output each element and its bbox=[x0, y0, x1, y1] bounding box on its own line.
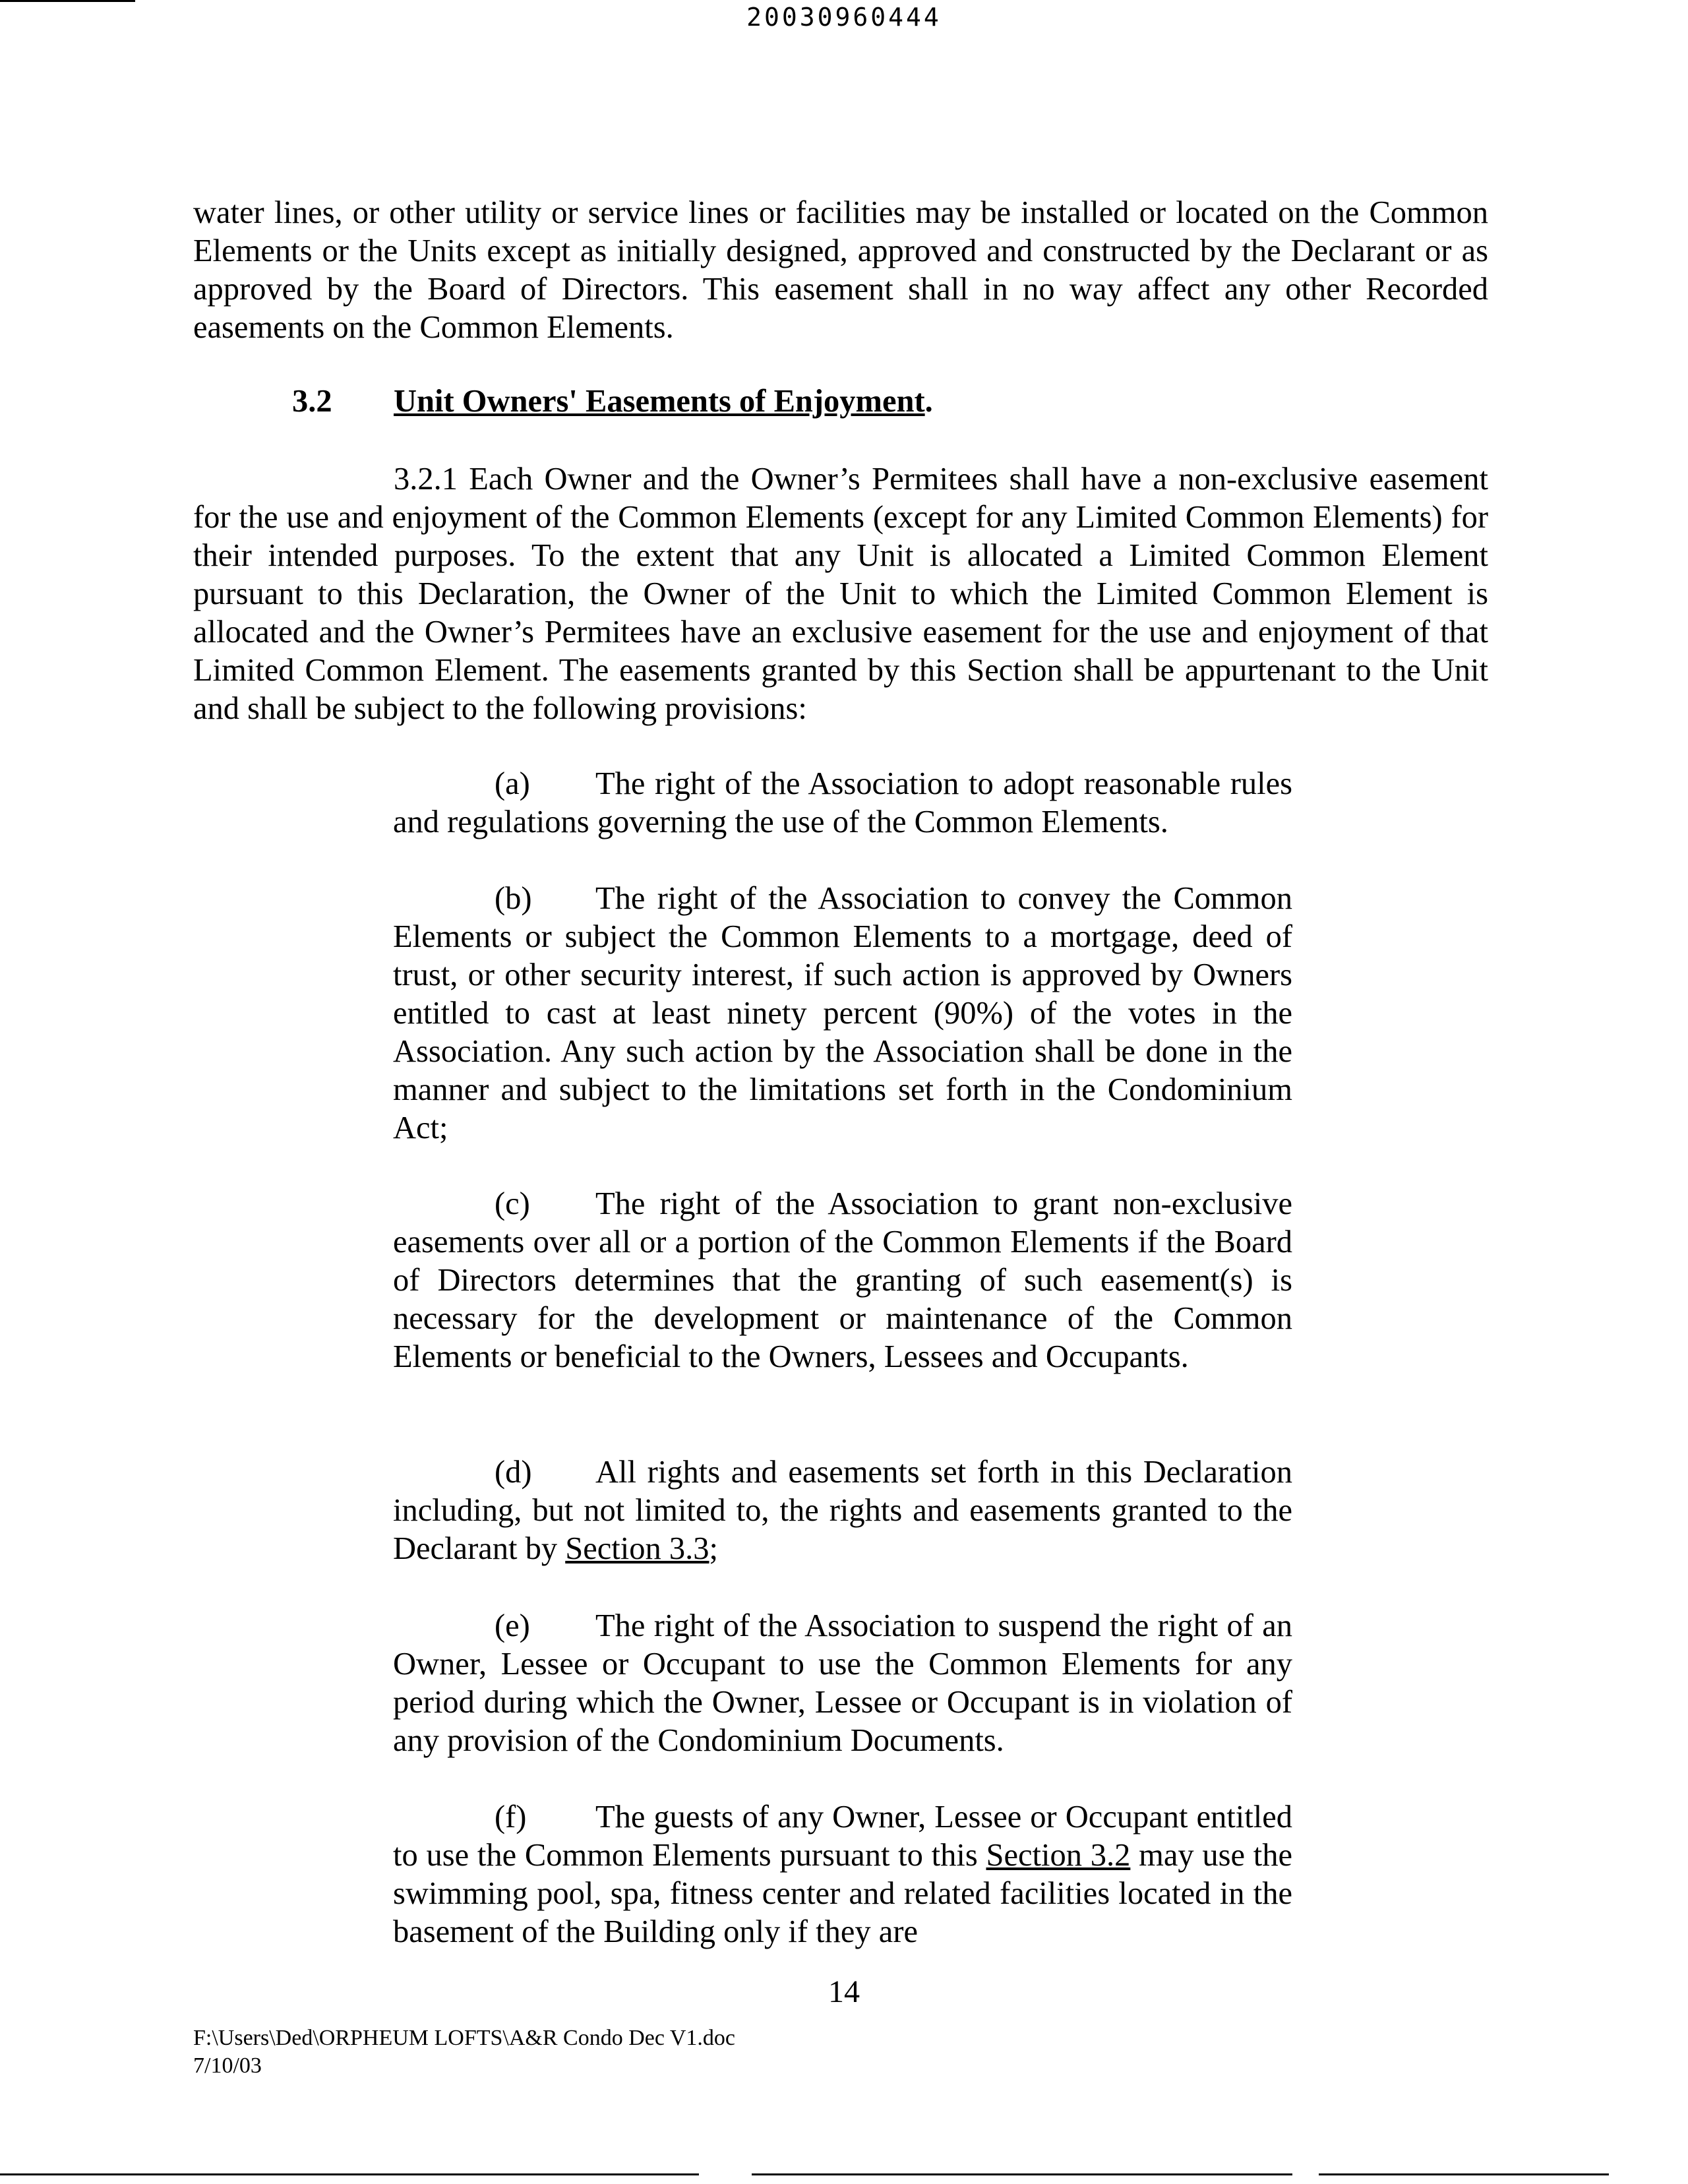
subsection-d-text-end: ; bbox=[709, 1531, 718, 1566]
subsection-c bbox=[393, 1185, 1292, 1376]
section-3-2-reference-link[interactable]: Section 3.2 bbox=[986, 1838, 1131, 1873]
subsection-c-label: (c) bbox=[495, 1186, 530, 1221]
paragraph-3-2-1: 3.2.1 Each Owner and the Owner’s Permitees shall have a non-exclusive easement for the use and enjoyment of the Common Elements (except for any Limited Common Elements) for their intended purposes. To the extent that any Unit is allocated a Limited Common Element pursuant to this Declaration, the Owner of the Unit to which the Limited Common Element is allocated and the Owner’s Permitees have an exclusive easement for the use and enjoyment of that Limited Common Element. The easements granted by this Section shall be appurtenant to the Unit and shall be subject to the following provisions: bbox=[193, 462, 1488, 726]
corner-rule bbox=[0, 0, 135, 2]
subsection-f bbox=[393, 1798, 1292, 1951]
subsection-b bbox=[393, 880, 1292, 1147]
subsection-d-label: (d) bbox=[495, 1455, 532, 1490]
subsection-e bbox=[393, 1607, 1292, 1760]
document-number: 20030960444 bbox=[746, 3, 942, 32]
subsection-d-text: All rights and easements set forth in this Declaration including, but not limited to, the rights and easements granted to the Declarant by bbox=[393, 1455, 1292, 1566]
section-title-suffix: . bbox=[924, 384, 933, 419]
section-title: Unit Owners' Easements of Enjoyment bbox=[394, 384, 925, 419]
subsection-b-label: (b) bbox=[495, 881, 532, 916]
page-number: 14 bbox=[828, 1974, 860, 2009]
subsection-a bbox=[393, 765, 1292, 841]
subsection-f-text-end: may use the swimming pool, spa, fitness center and related facilities located in the basement of the Building only if they are bbox=[393, 1838, 1292, 1949]
subsection-f-text: The guests of any Owner, Lessee or Occupant entitled to use the Common Elements pursuant to this bbox=[393, 1800, 1292, 1873]
section-heading bbox=[292, 382, 933, 421]
section-3-3-reference-link[interactable]: Section 3.3 bbox=[565, 1531, 709, 1566]
subsection-a-text: The right of the Association to adopt reasonable rules and regulations governing the use of the Common Elements. bbox=[393, 766, 1292, 839]
subsection-f-label: (f) bbox=[495, 1800, 527, 1835]
footer bbox=[193, 2024, 735, 2080]
footer-date: 7/10/03 bbox=[193, 2053, 262, 2078]
subsection-e-label: (e) bbox=[495, 1608, 530, 1643]
subsection-d bbox=[393, 1453, 1292, 1568]
section-number: 3.2 bbox=[292, 384, 332, 419]
subsection-e-text: The right of the Association to suspend the right of an Owner, Lessee or Occupant to use the Common Elements for any period during which the Owner, Lessee or Occupant is in violation of any provision of the Condominium Documents. bbox=[393, 1608, 1292, 1758]
subsection-b-text: The right of the Association to convey the Common Elements or subject the Common Elements to a mortgage, deed of trust, or other security interest, if such action is approved by Owners entitled to cast at least ninety percent (90%) of the votes in the Association. Any such action by the Association shall be done in the manner and subject to the limitations set forth in the Condominium Act; bbox=[393, 881, 1292, 1145]
bottom-rule bbox=[0, 2173, 1688, 2175]
intro-paragraph: water lines, or other utility or service lines or facilities may be installed or located on the Common Elements or the Units except as initially designed, approved and constructed by the Declarant or as approved by the Board of Directors. This easement shall in no way affect any other Recorded easements on the Common Elements. bbox=[193, 195, 1488, 345]
subsection-c-text: The right of the Association to grant non-exclusive easements over all or a portion of the Common Elements if the Board of Directors determines that the granting of such easement(s) is necessary for the development or maintenance of the Common Elements or beneficial to the Owners, Lessees and Occupants. bbox=[393, 1186, 1292, 1374]
footer-file-path: F:\Users\Ded\ORPHEUM LOFTS\A&R Condo Dec V1.doc bbox=[193, 2026, 735, 2050]
subsection-a-label: (a) bbox=[495, 766, 530, 801]
